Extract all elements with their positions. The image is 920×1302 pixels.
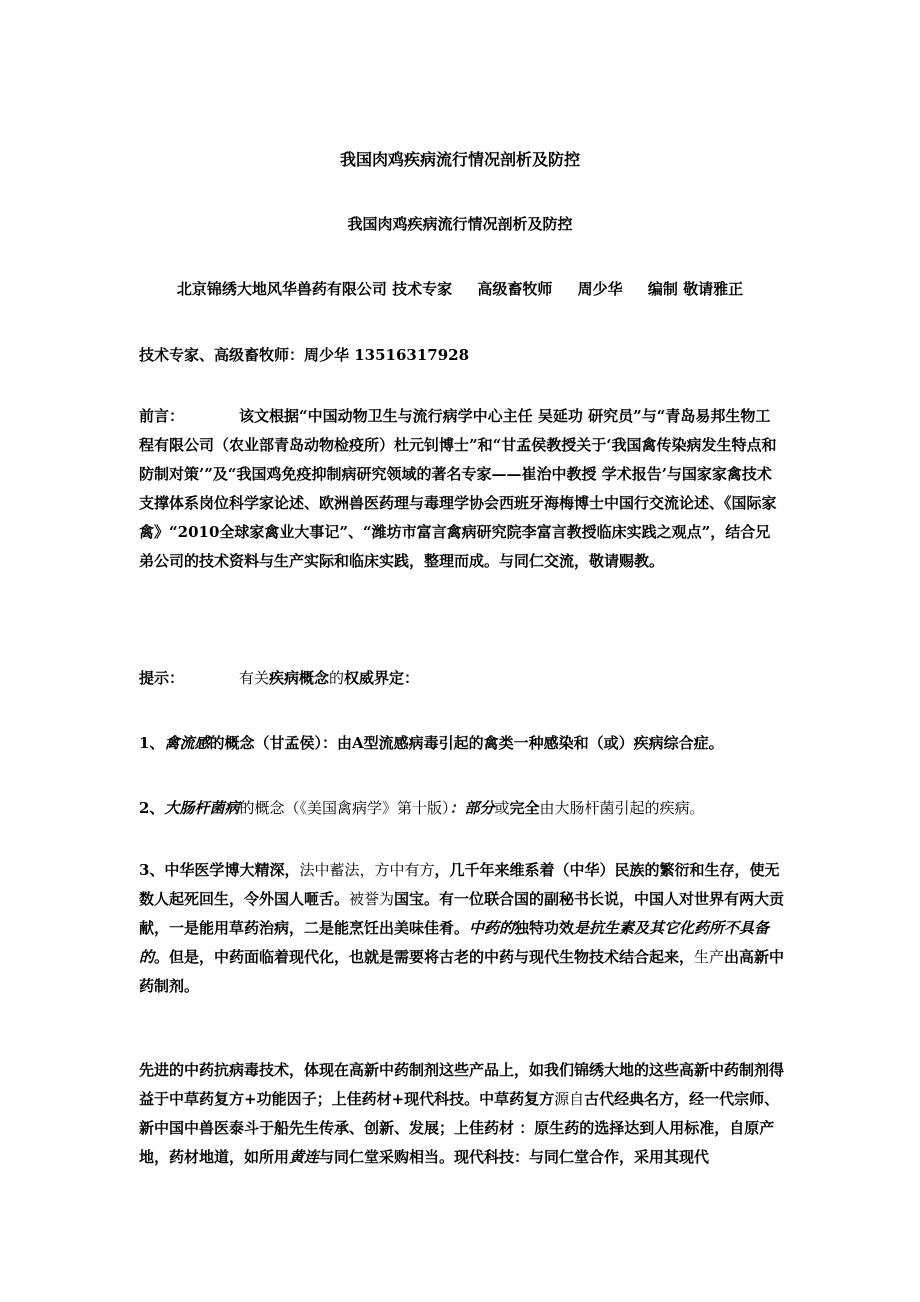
document-title: 我国肉鸡疾病流行情况剖析及防控 <box>339 150 580 169</box>
preface-label: 前言： <box>139 407 185 425</box>
item-2 <box>139 797 785 818</box>
item-3-s10: 生产 <box>694 948 725 966</box>
item-3-s1: 3、中华医学博大精深， <box>139 861 300 879</box>
author-name: 周少华 <box>577 280 623 298</box>
contact-line: 技术专家、高级畜牧师：周少华 13516317928 <box>139 346 470 364</box>
para-4-d: 黄连 <box>289 1148 320 1166</box>
hint-pre: 有关 <box>239 669 270 687</box>
item-3-s11: 出高新中药制剂。 <box>139 948 785 995</box>
item-3-s5: 国宝。有一位联合国的副秘书长说，中国人对世界有两大贡献，一是能用草药治病，二是能烹饪出美味佳肴。 <box>139 890 785 937</box>
item-2-number: 2、 <box>139 799 165 817</box>
author-note: 编制 敬请雅正 <box>647 280 744 298</box>
item-2-term: 大肠杆菌病 <box>164 799 240 817</box>
hint-mid: 的 <box>329 669 345 687</box>
item-3-s3: ，几千年来维系着（中华）民族的繁衍和生存，使无数人起死回生，令外国人咂舌。 <box>139 861 780 908</box>
item-2-part: ：部分 <box>449 799 495 817</box>
author-role-1: 技术专家 <box>392 280 453 298</box>
item-3-s4: 被誉为 <box>349 890 395 908</box>
para-4-b: 源自 <box>554 1090 585 1108</box>
author-line <box>0 278 920 299</box>
preface-paragraph <box>139 402 785 576</box>
paragraph-4 <box>139 1056 785 1172</box>
item-1-text: 的概念（甘孟侯）：由A型流感病毒引起的禽类一种感染和（或）疾病综合症。 <box>209 734 724 752</box>
hint-label: 提示： <box>139 669 185 687</box>
hint-end: 权威界定： <box>344 669 420 687</box>
item-1-term: 禽流感 <box>164 734 210 752</box>
item-3-s6: 中药的 <box>469 919 515 937</box>
item-2-end: 由大肠杆菌引起的疾病。 <box>539 799 705 817</box>
item-2-or: 或 <box>494 799 510 817</box>
author-company: 北京锦绣大地风华兽药有限公司 <box>176 280 387 298</box>
preface-text: 该文根据“中国动物卫生与流行病学中心主任 吴延功 研究员”与“青岛易邦生物工程有限公司（农业部青岛动物检疫所）杜元钊博士”和“甘孟侯教授关于‘我国禽传染病发生特点和防制对策’”及“我国鸡免疫抑制病研究领域的著名专家——崔治中教授 学术报告’与国家家禽技术支撑体系岗位科学家论述、欧洲兽医药理与毒理学协会西班牙海梅博士中国行交流论述、《国际家禽》“2010全球家禽业大事记”、“潍坊市富言禽病研究院李富言教授临床实践之观点”，结合兄弟公司的技术资料与生产实际和临床实践，整理而成。与同仁交流，敬请赐教。 <box>139 407 777 570</box>
para-4-a: 先进的中药抗病毒技术，体现在高新中药制剂这些产品上，如我们锦绣大地的这些高新中药制剂得益于中草药复方+功能因子；上佳药材+现代科技。中草药复方 <box>139 1061 785 1108</box>
hint-line <box>139 667 785 688</box>
para-4-e: 与同仁堂采购相当。现代科技：与同仁堂合作，采用其现代 <box>319 1148 710 1166</box>
item-3 <box>139 856 785 1001</box>
item-3-s7: 独特功效 <box>514 919 575 937</box>
item-3-s2: 法中蓄法，方中有方 <box>299 861 435 879</box>
para-4-c: 古代经典名方，经一代宗师、新中国中兽医泰斗于船先生传承、创新、发展；上佳药材 ：原生药的选择达到人用标准，自原产地，药材地道，如所用 <box>139 1090 780 1166</box>
item-1-number: 1、 <box>139 734 165 752</box>
document-subtitle: 我国肉鸡疾病流行情况剖析及防控 <box>347 215 573 233</box>
item-2-full: 完全 <box>509 799 540 817</box>
item-3-s8: 是抗生素及其它化药所不具备的 <box>139 919 770 966</box>
item-2-source: 的概念（《美国禽病学》第十版） <box>239 799 450 817</box>
hint-bold: 疾病概念 <box>269 669 330 687</box>
item-1 <box>139 732 785 753</box>
author-role-2: 高级畜牧师 <box>477 280 553 298</box>
item-3-s9: 。但是，中药面临着现代化，也就是需要将古老的中药与现代生物技术结合起来， <box>154 948 695 966</box>
